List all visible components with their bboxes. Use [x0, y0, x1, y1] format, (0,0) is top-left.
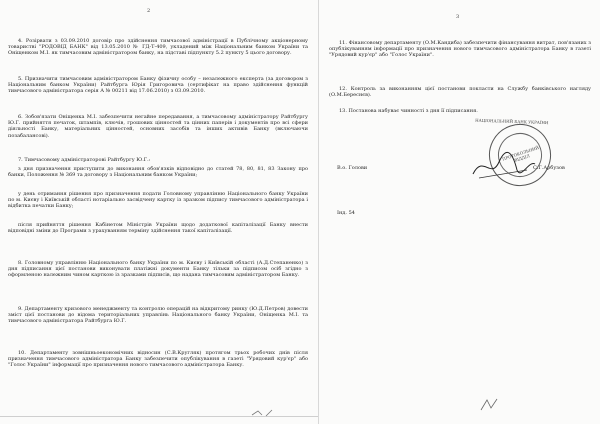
paragraph-8: 8. Головному управлінню Національного банку України по м. Києву і Київській області (А.Д.Степаненко) з дня підписання цієї постанови виконувати платіжні документи Банку тільки за підписом осіб згідно з оформленою належним чином карткою із зразками підписів, що надана тимчасовим адміністратором Банку.	[8, 260, 308, 279]
signatory-name: С.Г.Арбузов	[533, 165, 565, 171]
paragraph-6: 6. Зобов'язати Оніщенка М.І. забезпечити негайне передавання, а тимчасовому адміністратору Райтбургу Ю.Г. прийняття печаток, штампів, ключів, грошових цінностей та цінних паперів і документів про всі сфери діяльності Банку, матеріальних цінностей, основних засобів та інших активів Банку (включаючи позабалансові).	[8, 114, 308, 139]
signatory-role: В.о. Голови	[337, 165, 368, 171]
page-mark	[477, 396, 507, 414]
signature-scribble	[469, 150, 539, 184]
paragraph-11: 11. Фінансовому департаменту (О.М.Кандиба) забезпечити фінансування витрат, пов'язаних з опублікуванням інформації про призначення нового тимчасового адміністратора Банку в газеті "Урядовий кур'єр" або "Голос України".	[329, 40, 591, 59]
paragraph-7-item-3: після прийняття рішення Кабінетом Міністрів України щодо додаткової капіталізації Банку внести відповідні зміни до Програми з урахуванням терміну здійснення такої капіталізації.	[8, 222, 308, 235]
stamp-center-text: ПРОТОКОЛЬНИЙ ВІДДІЛ	[501, 144, 540, 163]
page-number: 3	[456, 14, 460, 20]
document-index: Інд. 54	[337, 210, 355, 216]
paragraph-7: 7. Тимчасовому адміністраторові Райтбургу Ю.Г.:	[18, 157, 151, 163]
page-mark	[250, 408, 280, 418]
page-number: 2	[147, 8, 151, 14]
paragraph-9: 9. Департаменту кризового менеджменту та контролю операцій на відкритому ринку (Ю.Д.Петров) довести зміст цієї постанови до відома територіальних управлінь Національного банку України, Оніщенка М.І. та тимчасового адміністратора Райтбурга Ю.Г.	[8, 306, 308, 325]
paragraph-10: 10. Департаменту зовнішньоекономічних відносин (С.В.Кругляк) протягом трьох робочих днів після призначення тимчасового адміністратора Банку забезпечити опублікування в газеті "Урядовий кур'єр" або "Голос України" інформації про призначення нового тимчасового адміністратора Банку.	[8, 350, 308, 369]
paragraph-7-item-2: у день отримання рішення про призначення подати Головному управлінню Національного банку України по м. Києву і Київській області нотаріально засвідчену картку із зразком підпису тимчасового адміністратора і відбитка печатки Банку;	[8, 191, 308, 210]
paragraph-4: 4. Розірвати з 03.09.2010 договір про здійснення тимчасової адміністрації в Публічному акціонерному товаристві "РОДОВІД БАНК" від 13.05.2010 № ГД-Т-409, укладений між Національним банком України та Оніщенком М.І. як тимчасовим адміністратором банку, на підставі підпункту 5.2 пункту 5 цього договору.	[8, 38, 308, 57]
stamp-outer-text: НАЦІОНАЛЬНИЙ БАНК УКРАЇНИ	[475, 117, 549, 126]
paragraph-12: 12. Контроль за виконанням цієї постанови покласти на Службу банківського нагляду (О.М.Береснєв).	[329, 86, 591, 99]
right-page	[318, 0, 600, 424]
paragraph-13: 13. Постанова набуває чинності з дня її підписання.	[339, 108, 478, 114]
paragraph-7-item-1: з дня призначення приступити до виконання обов'язків відповідно до статей 78, 80, 81, 83 Закону про банки, Положення № 369 та договору з Національним банком України;	[8, 166, 308, 179]
paragraph-5: 5. Призначити тимчасовим адміністратором Банку фізичну особу – незалежного експерта (за договором з Національним банком України) Райтбурга Юрія Григоровича (сертифікат на право здійснення функцій тимчасового адміністратора серія А № 00211 від 17.06.2010) з 03.09.2010.	[8, 76, 308, 95]
